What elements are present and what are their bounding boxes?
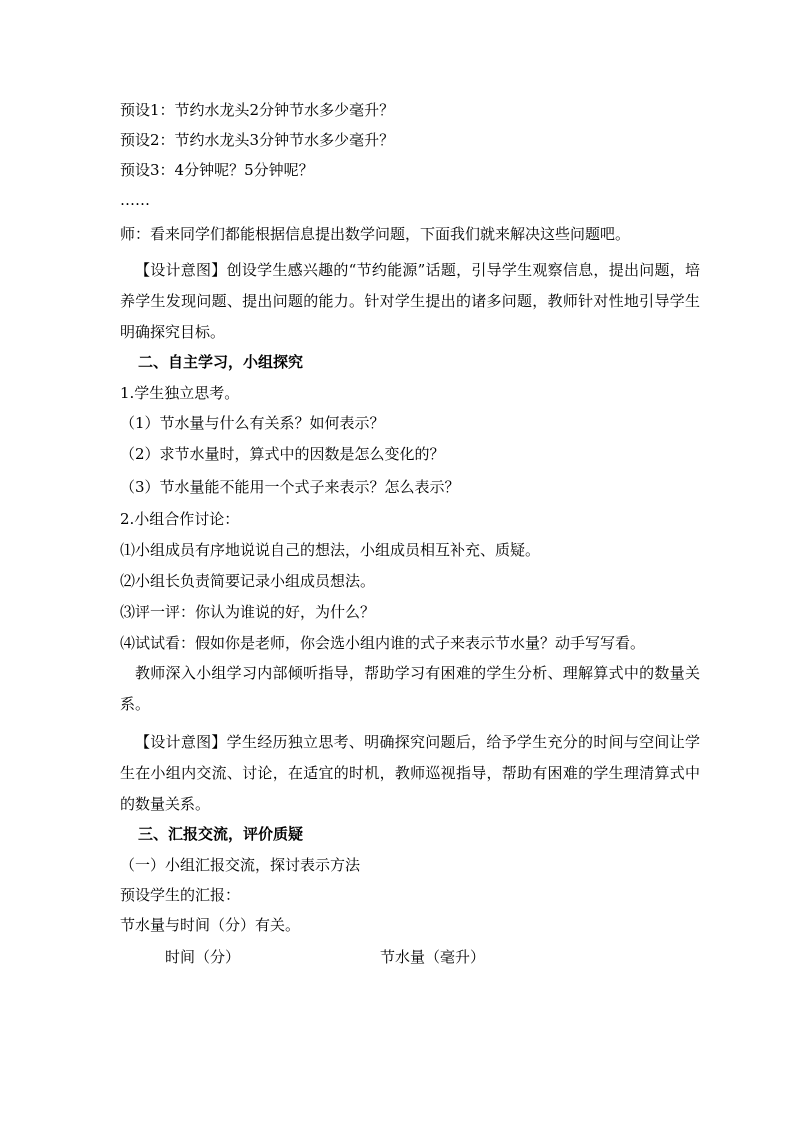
section-2-heading: 二、自主学习，小组探究	[138, 353, 304, 371]
teacher-guidance: 教师深入小组学习内部倾听指导，帮助学习有困难的学生分析、理解算式中的数量关系。	[120, 664, 700, 713]
preset-report: 预设学生的汇报：	[120, 886, 241, 904]
item-2-title: 2.小组合作讨论：	[120, 510, 240, 528]
item-2-point-2: ⑵小组长负责简要记录小组成员想法。	[120, 572, 376, 590]
design-intent-2	[120, 727, 700, 820]
item-2-point-3: ⑶评一评：你认为谁说的好，为什么？	[120, 603, 376, 621]
preset-3: 预设3：4分钟呢？5分钟呢？	[120, 161, 314, 179]
table-header-water-saved: 节水量（毫升）	[380, 948, 486, 966]
design-intent-1	[120, 255, 700, 348]
design-intent-label: 【设计意图】	[135, 261, 227, 279]
teacher-line: 师：看来同学们都能根据信息提出数学问题，下面我们就来解决这些问题吧。	[120, 225, 631, 243]
preset-2: 预设2：节约水龙头3分钟节水多少毫升？	[120, 131, 395, 149]
item-1-question-2: （2）求节水量时，算式中的因数是怎么变化的？	[120, 445, 445, 463]
design-intent-text: 学生经历独立思考、明确探究问题后，给予学生充分的时间与空间让学生在小组内交流、讨论，在适宜的时机，教师巡视指导，帮助有困难的学生理清算式中的数量关系。	[120, 733, 700, 813]
item-2-point-4: ⑷试试看：假如你是老师，你会选小组内谁的式子来表示节水量？动手写写看。	[120, 634, 646, 652]
design-intent-label: 【设计意图】	[135, 733, 227, 751]
preset-1: 预设1：节约水龙头2分钟节水多少毫升？	[120, 101, 395, 119]
section-3-heading: 三、汇报交流，评价质疑	[138, 825, 304, 843]
item-2-point-1: ⑴小组成员有序地说说自己的想法，小组成员相互补充、质疑。	[120, 541, 541, 559]
item-1-title: 1.学生独立思考。	[120, 384, 240, 402]
ellipsis: ……	[120, 191, 150, 209]
item-1-question-1: （1）节水量与什么有关系？如何表示？	[120, 414, 385, 432]
relation-line: 节水量与时间（分）有关。	[120, 916, 301, 934]
design-intent-text: 创设学生感兴趣的“节约能源”话题，引导学生观察信息，提出问题，培养学生发现问题、提出问题的能力。针对学生提出的诸多问题，教师针对性地引导学生明确探究目标。	[120, 261, 700, 341]
table-header-time: 时间（分）	[165, 948, 241, 966]
item-1-question-3: （3）节水量能不能用一个式子来表示？怎么表示？	[120, 478, 460, 496]
sub-section-1-title: （一）小组汇报交流，探讨表示方法	[120, 856, 361, 874]
